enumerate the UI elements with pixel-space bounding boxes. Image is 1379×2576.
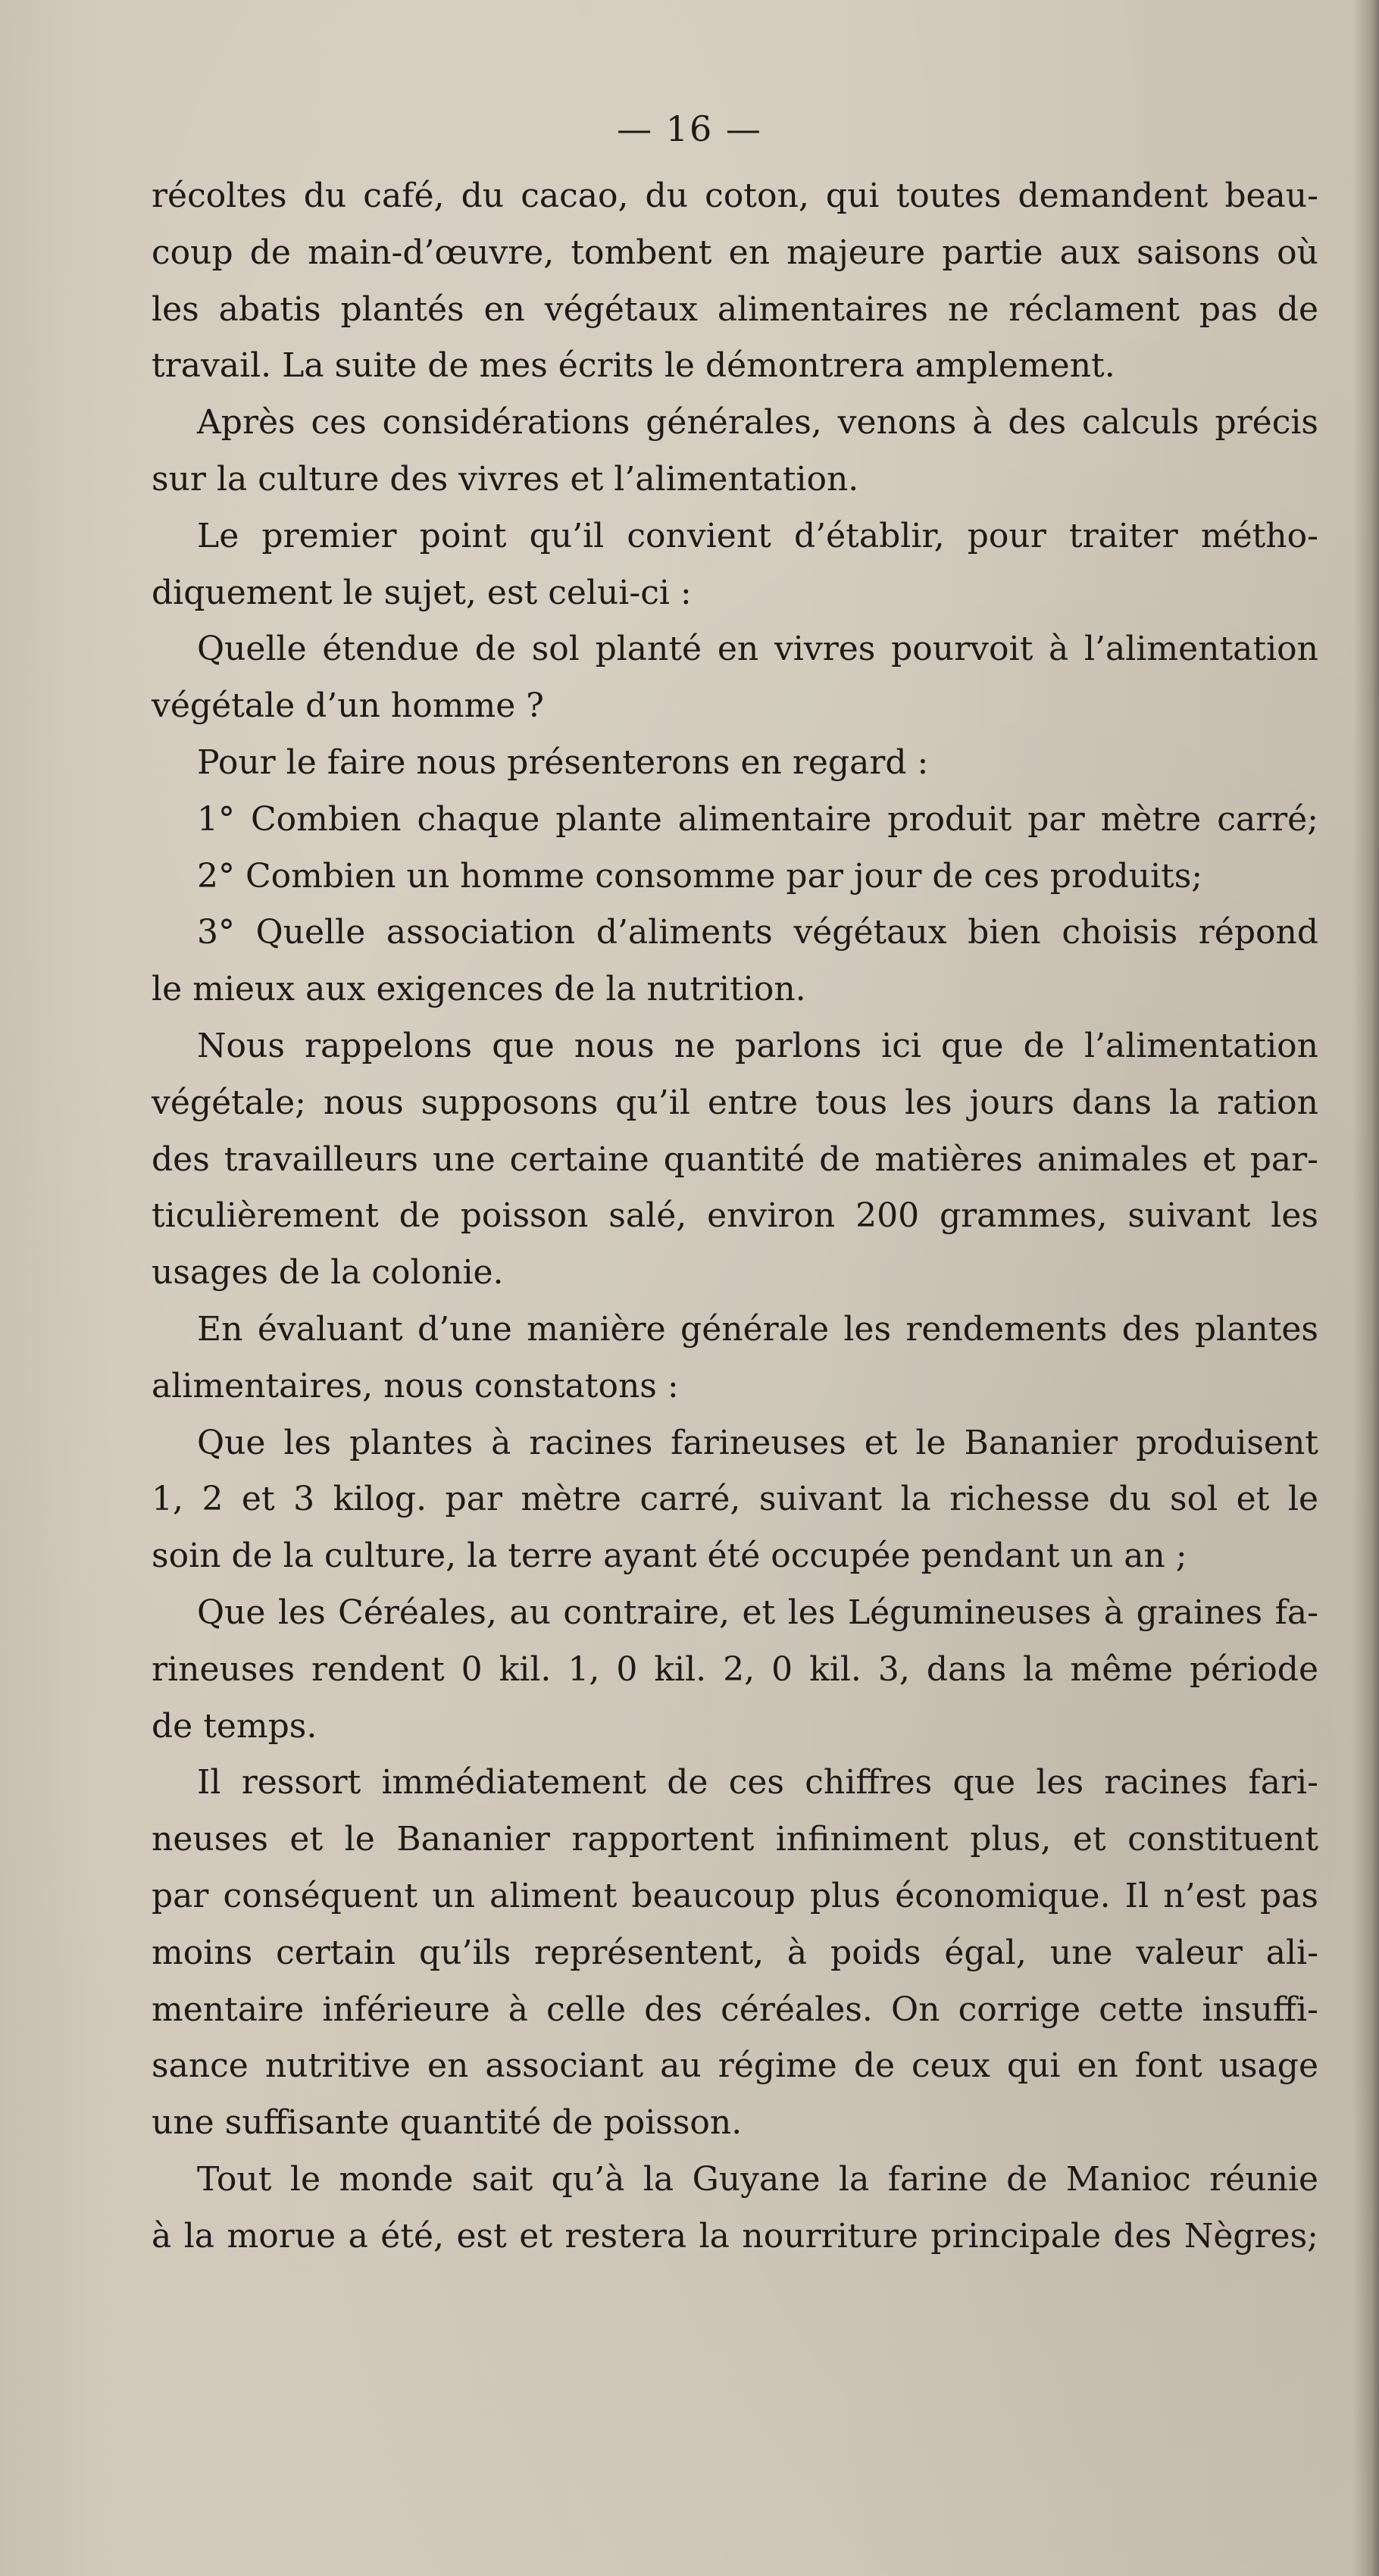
text-line: le mieux aux exigences de la nutrition.	[152, 970, 806, 1009]
text-line: par conséquent un aliment beaucoup plus économique. Il n’est pas	[152, 1876, 1318, 1915]
text-line: les abatis plantés en végétaux alimentaires ne réclament pas de	[152, 289, 1318, 329]
text-line: des travailleurs une certaine quantité de matières animales et par-	[152, 1140, 1318, 1179]
text-line: sance nutritive en associant au régime de ceux qui en font usage	[152, 2046, 1318, 2086]
text-line: Que les Céréales, au contraire, et les Légumineuses à graines fa-	[197, 1593, 1318, 1632]
page-number: — 16 —	[617, 108, 762, 149]
text-line: à la morue a été, est et restera la nourriture principale des Nègres;	[152, 2216, 1318, 2256]
text-line: Tout le monde sait qu’à la Guyane la farine de Manioc réunie	[197, 2159, 1318, 2199]
text-line: neuses et le Bananier rapportent infiniment plus, et constituent	[152, 1820, 1318, 1859]
text-line: En évaluant d’une manière générale les rendements des plantes	[197, 1309, 1318, 1349]
text-line: végétale d’un homme ?	[152, 686, 544, 726]
text-line: sur la culture des vivres et l’alimentation.	[152, 459, 859, 499]
text-line: alimentaires, nous constatons :	[152, 1366, 679, 1405]
text-line: coup de main-d’œuvre, tombent en majeure partie aux saisons où	[152, 233, 1318, 272]
text-line: moins certain qu’ils représentent, à poids égal, une valeur ali-	[152, 1933, 1318, 1972]
text-line: 3° Quelle association d’aliments végétaux bien choisis répond	[197, 913, 1318, 952]
text-line: Il ressort immédiatement de ces chiffres que les racines fari-	[197, 1763, 1318, 1802]
text-line: 1° Combien chaque plante alimentaire produit par mètre carré;	[197, 799, 1318, 839]
body-text	[152, 168, 1318, 2265]
text-line: travail. La suite de mes écrits le démontrera amplement.	[152, 346, 1115, 386]
text-line: de temps.	[152, 1706, 317, 1746]
page-edge-shadow	[1353, 0, 1379, 2576]
text-line: soin de la culture, la terre ayant été occupée pendant un an ;	[152, 1537, 1187, 1576]
text-line: rineuses rendent 0 kil. 1, 0 kil. 2, 0 kil. 3, dans la même période	[152, 1649, 1318, 1689]
text-line: 1, 2 et 3 kilog. par mètre carré, suivant la richesse du sol et le	[152, 1480, 1318, 1519]
text-line: Le premier point qu’il convient d’établir, pour traiter métho-	[197, 516, 1318, 555]
text-line: une suffisante quantité de poisson.	[152, 2103, 743, 2143]
text-line: Que les plantes à racines farineuses et le Bananier produisent	[197, 1423, 1318, 1462]
text-line: Après ces considérations générales, venons à des calculs précis	[197, 403, 1318, 442]
text-line: Pour le faire nous présenterons en regard :	[197, 742, 929, 782]
text-line: usages de la colonie.	[152, 1253, 504, 1293]
text-line: végétale; nous supposons qu’il entre tous les jours dans la ration	[152, 1083, 1318, 1122]
text-line: Quelle étendue de sol planté en vivres pourvoit à l’alimentation	[197, 630, 1318, 669]
text-line: récoltes du café, du cacao, du coton, qui toutes demandent beau-	[152, 177, 1318, 215]
text-line: ticulièrement de poisson salé, environ 200 grammes, suivant les	[152, 1196, 1318, 1236]
text-line: 2° Combien un homme consomme par jour de ces produits;	[197, 856, 1203, 896]
text-line: Nous rappelons que nous ne parlons ici que de l’alimentation	[197, 1026, 1318, 1065]
text-line: mentaire inférieure à celle des céréales. On corrige cette insuffi-	[152, 1990, 1318, 2029]
text-line: diquement le sujet, est celui-ci :	[152, 573, 692, 612]
